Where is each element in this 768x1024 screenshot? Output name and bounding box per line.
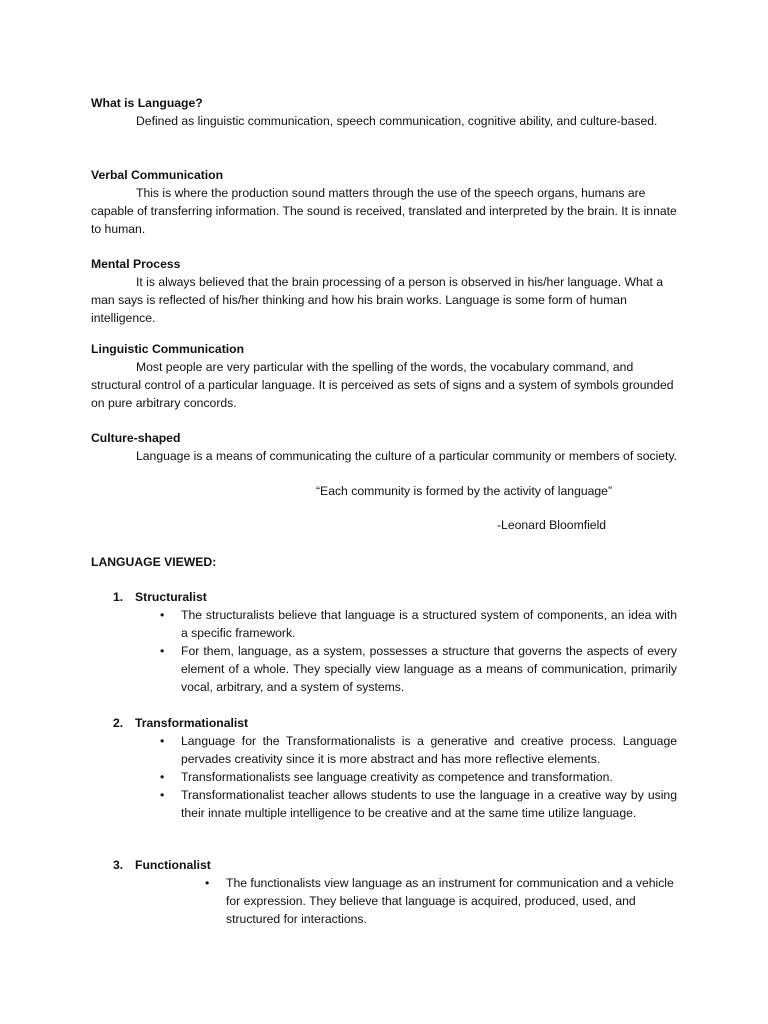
section-heading: What is Language? bbox=[91, 96, 203, 110]
list-item bbox=[205, 874, 676, 928]
list-item-text: Transformationalist teacher allows students to use the language in a creative way by using their innate multiple intelligence to be creative and at the same time utilize language. bbox=[181, 788, 677, 820]
numbered-heading-transformationalist bbox=[113, 714, 248, 732]
list-item bbox=[160, 606, 677, 642]
item-number: 1. bbox=[113, 590, 124, 604]
list-item bbox=[160, 786, 677, 822]
bullet-icon: • bbox=[160, 644, 165, 658]
list-item-text: For them, language, as a system, possesses a structure that governs the aspects of every element of a whole. They specially view language as a means of communication, primarily vocal, arbitrary, and a system of systems. bbox=[181, 644, 677, 694]
bullet-icon: • bbox=[160, 734, 165, 748]
bullet-icon: • bbox=[205, 876, 210, 890]
section-heading: Culture-shaped bbox=[91, 431, 181, 445]
item-number: 2. bbox=[113, 716, 124, 730]
section-mental-process bbox=[91, 255, 681, 327]
section-heading: Mental Process bbox=[91, 257, 181, 271]
section-body: This is where the production sound matters through the use of the speech organs, humans are capable of transferring information. The sound is received, translated and interpreted by the brain. It is innate to human. bbox=[91, 186, 677, 236]
numbered-heading-structuralist bbox=[113, 588, 207, 606]
item-title: Transformationalist bbox=[135, 716, 249, 730]
list-item-text: Language for the Transformationalists is a generative and creative process. Language pervades creativity since it is more abstract and has more reflective elements. bbox=[181, 734, 677, 766]
bullet-list-transformationalist bbox=[160, 732, 677, 822]
section-body: Language is a means of communicating the culture of a particular community or members of society. bbox=[136, 449, 678, 463]
list-item-text: The structuralists believe that language is a structured system of components, an idea with a specific framework. bbox=[181, 608, 677, 640]
list-item-text: Transformationalists see language creativity as competence and transformation. bbox=[181, 770, 613, 784]
section-verbal-communication bbox=[91, 166, 681, 238]
list-item-text: The functionalists view language as an instrument for communication and a vehicle for expression. They believe that language is acquired, produced, used, and structured for interactions. bbox=[226, 876, 674, 926]
section-linguistic-communication bbox=[91, 340, 681, 412]
list-item bbox=[160, 768, 677, 786]
bullet-list-functionalist bbox=[205, 874, 676, 928]
section-culture-shaped bbox=[91, 429, 681, 465]
section-heading: Verbal Communication bbox=[91, 168, 224, 182]
quote-attribution: -Leonard Bloomfield bbox=[497, 518, 607, 532]
section-heading: Linguistic Communication bbox=[91, 342, 245, 356]
quote: “Each community is formed by the activity of language” bbox=[316, 484, 613, 498]
section-body: It is always believed that the brain processing of a person is observed in his/her language. What a man says is reflected of his/her thinking and how his brain works. Language is some form of human intelligence. bbox=[91, 275, 664, 325]
bullet-icon: • bbox=[160, 770, 165, 784]
section-body: Defined as linguistic communication, speech communication, cognitive ability, and culture-based. bbox=[136, 114, 658, 128]
item-number: 3. bbox=[113, 858, 124, 872]
item-title: Structuralist bbox=[135, 590, 207, 604]
bullet-icon: • bbox=[160, 608, 165, 622]
list-item bbox=[160, 732, 677, 768]
item-title: Functionalist bbox=[135, 858, 211, 872]
bullet-list-structuralist bbox=[160, 606, 677, 696]
numbered-heading-functionalist bbox=[113, 856, 211, 874]
list-item bbox=[160, 642, 677, 696]
section-what-is-language bbox=[91, 94, 681, 130]
language-viewed-heading: LANGUAGE VIEWED: bbox=[91, 555, 217, 569]
bullet-icon: • bbox=[160, 788, 165, 802]
section-body: Most people are very particular with the spelling of the words, the vocabulary command, and structural control of a particular language. It is perceived as sets of signs and a system of symbols grounded on pure arbitrary concords. bbox=[91, 360, 674, 410]
